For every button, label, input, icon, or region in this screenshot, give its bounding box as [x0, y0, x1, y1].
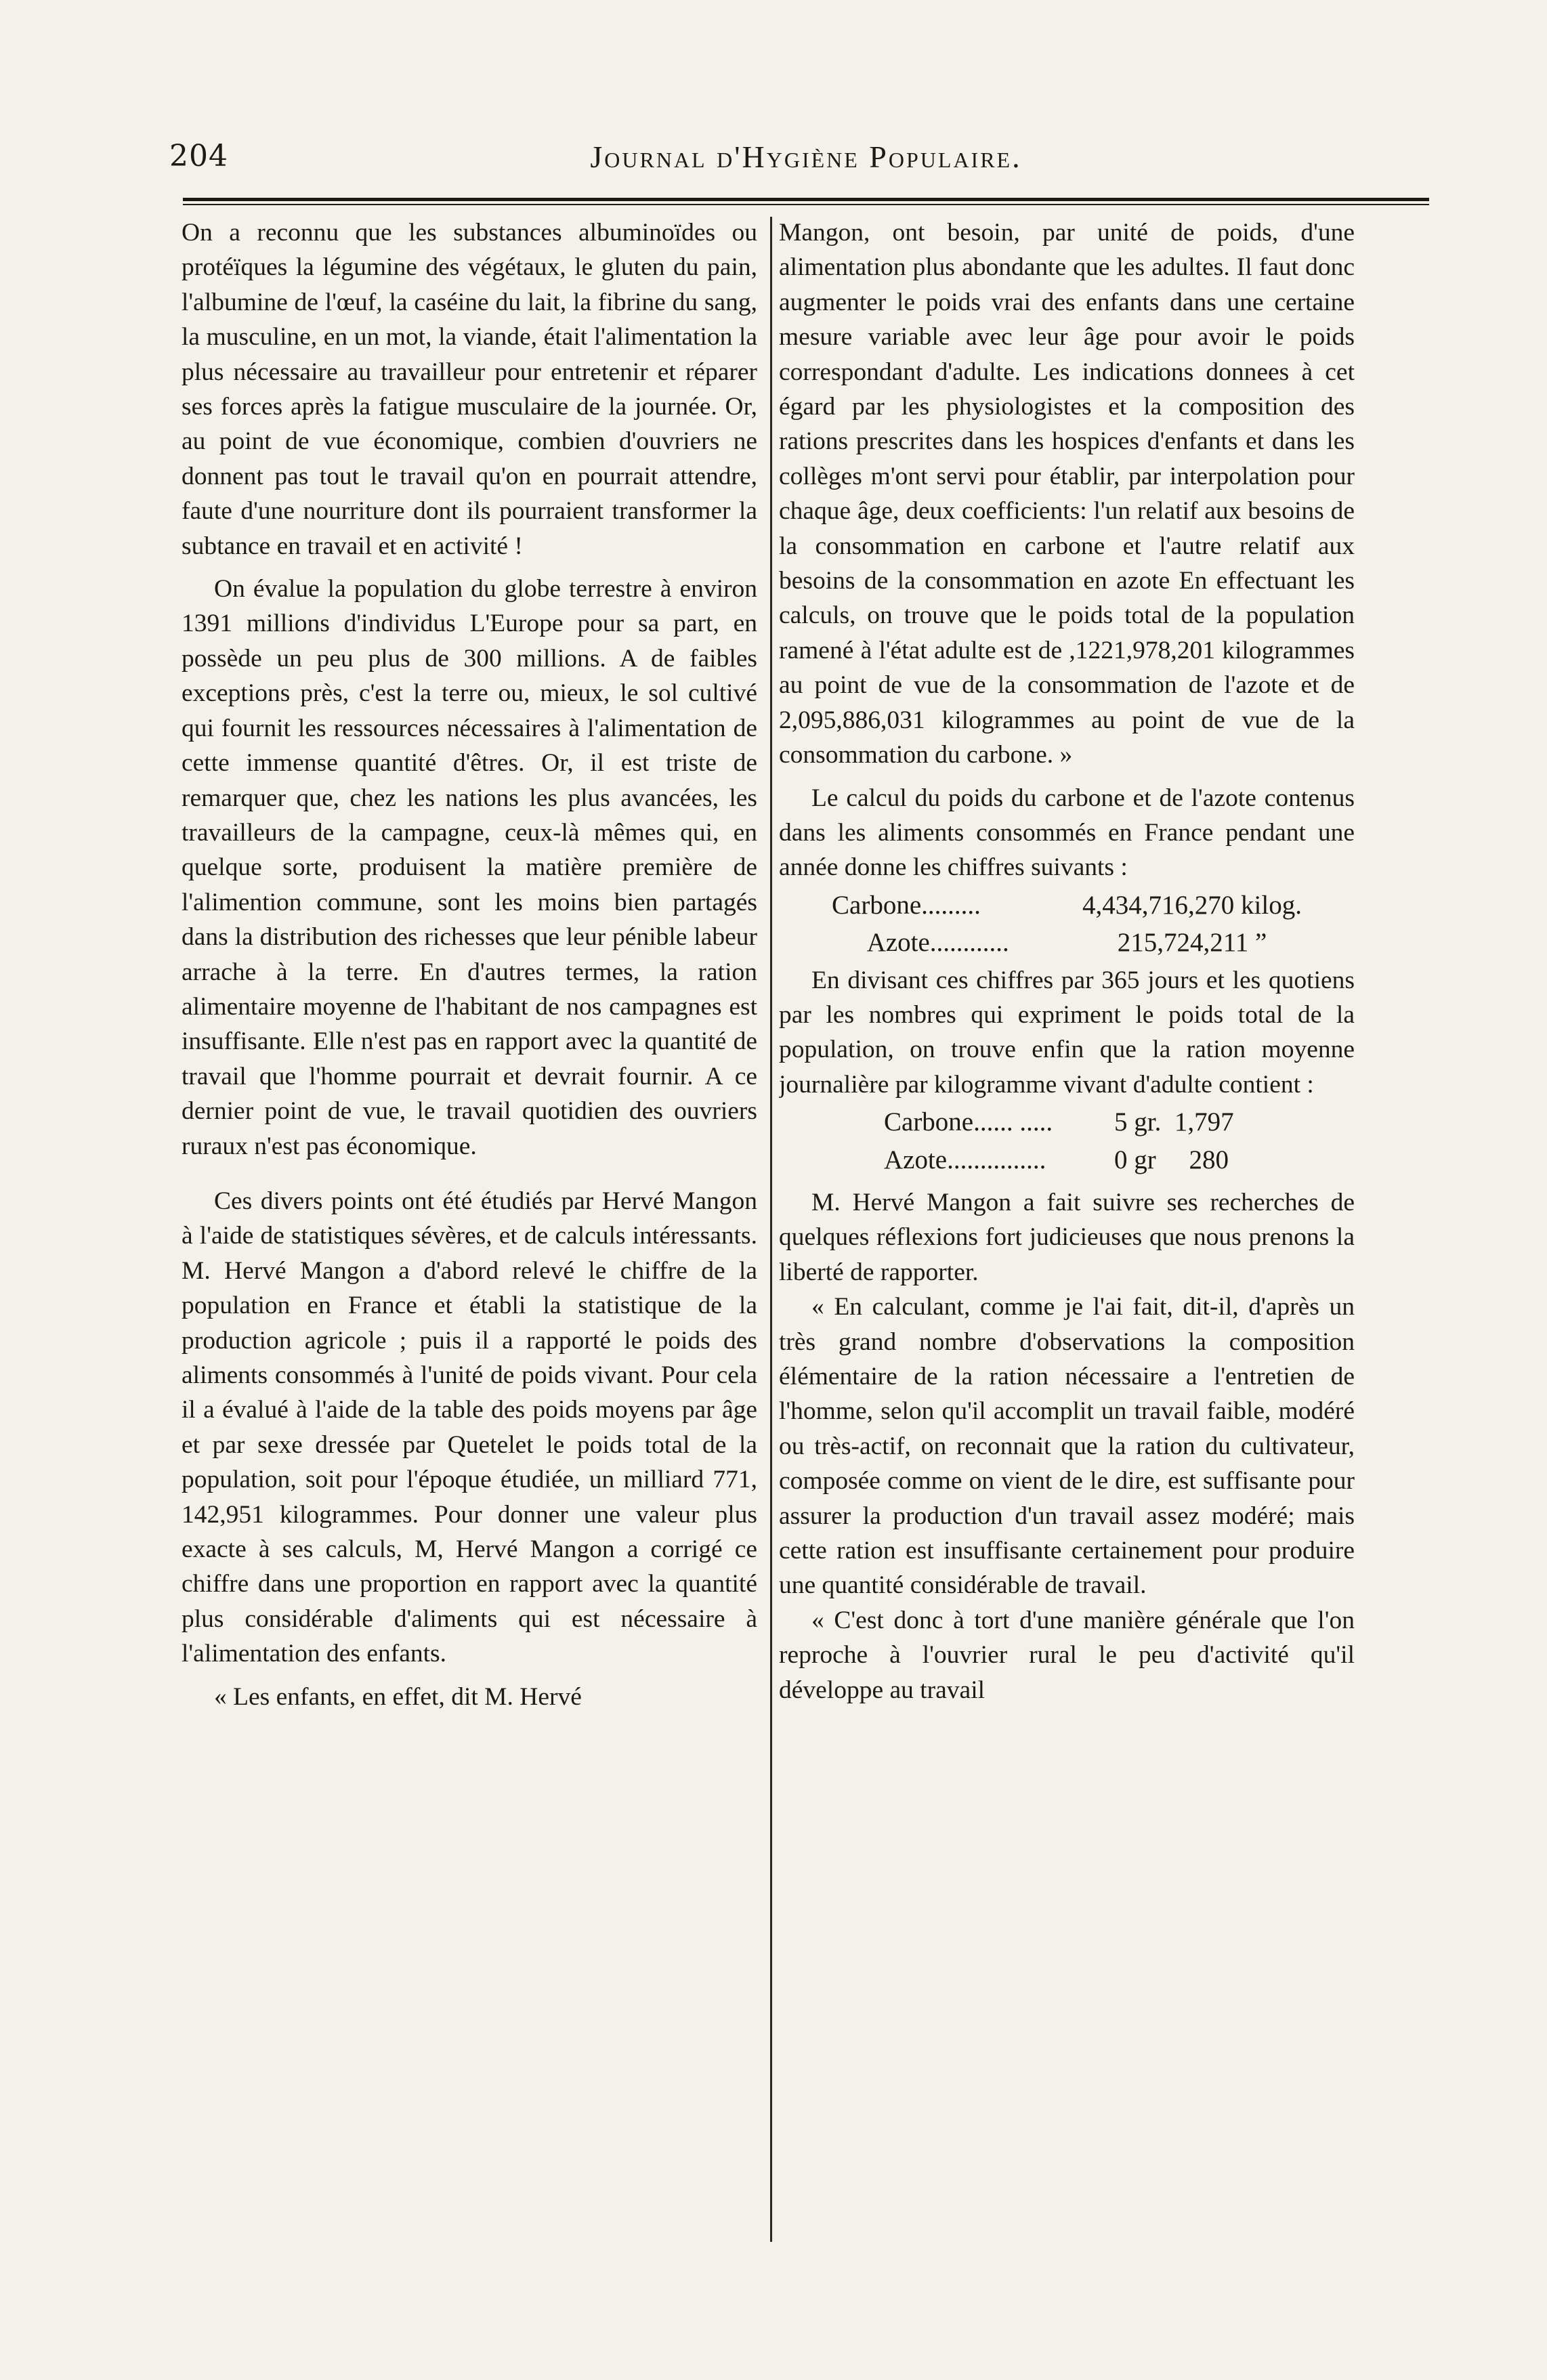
table-value: 4,434,716,270 kilog.	[1082, 890, 1302, 920]
paragraph: « C'est donc à tort d'une manière générale que l'on reproche à l'ouvrier rural le peu d'activité qu'il développe au travail	[779, 1606, 1355, 1704]
paragraph: En divisant ces chiffres par 365 jours et les quotiens par les nombres qui expriment le poids total de la population, on trouve enfin que la ration moyenne journalière par kilogramme vivant d'adulte contient :	[779, 966, 1355, 1099]
paragraph: Le calcul du poids du carbone et de l'azote contenus dans les aliments consommés en France pendant une année donne les chiffres suivants :	[779, 784, 1355, 882]
table-row-carbone	[779, 888, 1355, 922]
paragraph: On a reconnu que les substances albuminoïdes ou protéïques la légumine des végétaux, le gluten du pain, l'albumine de l'œuf, la caséine du lait, la fibrine du sang, la musculine, en un mot, la viande, était l'alimentation la plus nécessaire au travailleur pour entretenir et réparer ses forces après la fatigue musculaire de la journée. Or, au point de vue économique, combien d'ouvriers ne donnent pas tout le travail qu'on en pourrait attendre, faute d'une nourriture dont ils pourraient transformer la subtance en travail et en activité !	[182, 219, 757, 560]
table-value: 0 gr 280	[1114, 1145, 1229, 1174]
paragraph: « Les enfants, en effet, dit M. Hervé	[214, 1682, 582, 1711]
paragraph: Ces divers points ont été étudiés par Hervé Mangon à l'aide de statistiques sévères, et de calculs intéressants. M. Hervé Mangon a d'abord relevé le chiffre de la population en France et établi la statistique de la production agricole ; puis il a rapporté le poids des aliments consommés à l'unité de poids vivant. Pour cela il a évalué à l'aide de la table des poids moyens par âge et par sexe dressée par Quetelet le poids total de la population, soit pour l'époque étudiée, un milliard 771, 142,951 kilogrammes. Pour donner une valeur plus exacte à ses calculs, M, Hervé Mangon a corrigé ce chiffre dans une proportion en rapport avec la quantité plus considérable d'aliments qui est nécessaire à l'alimentation des enfants.	[182, 1187, 757, 1668]
table-label: Azote...............	[884, 1145, 1046, 1174]
table-value: 215,724,211 ”	[1117, 928, 1267, 958]
left-column	[182, 215, 757, 2247]
table-row-carbone-ration	[779, 1105, 1355, 1139]
column-divider	[770, 217, 772, 2242]
header-rule-thick	[183, 198, 1429, 201]
header-rule-thin	[183, 204, 1429, 205]
page-header	[169, 139, 1443, 186]
table-label: Carbone...... .....	[884, 1107, 1053, 1137]
table-row-azote	[779, 925, 1355, 960]
running-title: Journal d'Hygiène Populaire.	[590, 140, 1022, 174]
right-column	[779, 215, 1355, 2247]
paragraph: « En calculant, comme je l'ai fait, dit-il, d'après un très grand nombre d'observations la composition élémentaire de la ration nécessaire a l'entretien de l'homme, selon qu'il accomplit un travail faible, modéré ou très-actif, on reconnait que la ration du cultivateur, composée comme on vient de le dire, est suffisante pour assurer la production d'un travail assez modéré; mais cette ration est insuffisante certainement pour produire une quantité considérable de travail.	[779, 1293, 1355, 1600]
table-label: Azote............	[866, 928, 1009, 958]
paragraph: Mangon, ont besoin, par unité de poids, d'une alimentation plus abondante que les adultes. Il faut donc augmenter le poids vrai des enfants dans une certaine mesure variable avec leur âge pour avoir le poids correspondant d'adulte. Les indications donnees à cet égard par les physiologistes et la composition des rations prescrites dans les hospices d'enfants et dans les collèges m'ont servi pour établir, par interpolation pour chaque âge, deux coefficients: l'un relatif aux besoins de la consommation en carbone et l'autre relatif aux besoins de la consommation en azote En effectuant les calculs, on trouve que le poids total de la population ramené à l'état adulte est de ,1221,978,201 kilogrammes au point de vue de la consommation de l'azote et de 2,095,886,031 kilogrammes au point de vue de la consommation du carbone. »	[779, 219, 1355, 769]
page-number: 204	[169, 139, 228, 173]
table-row-azote-ration	[779, 1143, 1355, 1177]
table-value: 5 gr. 1,797	[1114, 1107, 1234, 1137]
paragraph: On évalue la population du globe terrestre à environ 1391 millions d'individus L'Europe pour sa part, en possède un peu plus de 300 millions. A de faibles exceptions près, c'est la terre ou, mieux, le sol cultivé qui fournit les ressources nécessaires à l'alimentation de cette immense quantité d'êtres. Or, il est triste de remarquer que, chez les nations les plus avancées, les travailleurs de la campagne, ceux-là mêmes qui, en quelque sorte, produisent la matière première de l'alimention commune, sont les moins bien partagés dans la distribution des richesses que leur pénible labeur arrache à la terre. En d'autres termes, la ration alimentaire moyenne de l'habitant de nos campagnes est insuffisante. Elle n'est pas en rapport avec la quantité de travail que l'homme pourrait et devrait fournir. A ce dernier point de vue, le travail quotidien des ouvriers ruraux n'est pas économique.	[182, 575, 757, 1160]
table-label: Carbone.........	[832, 890, 981, 920]
paragraph: M. Hervé Mangon a fait suivre ses recherches de quelques réflexions fort judicieuses que nous prenons la liberté de rapporter.	[779, 1188, 1355, 1286]
